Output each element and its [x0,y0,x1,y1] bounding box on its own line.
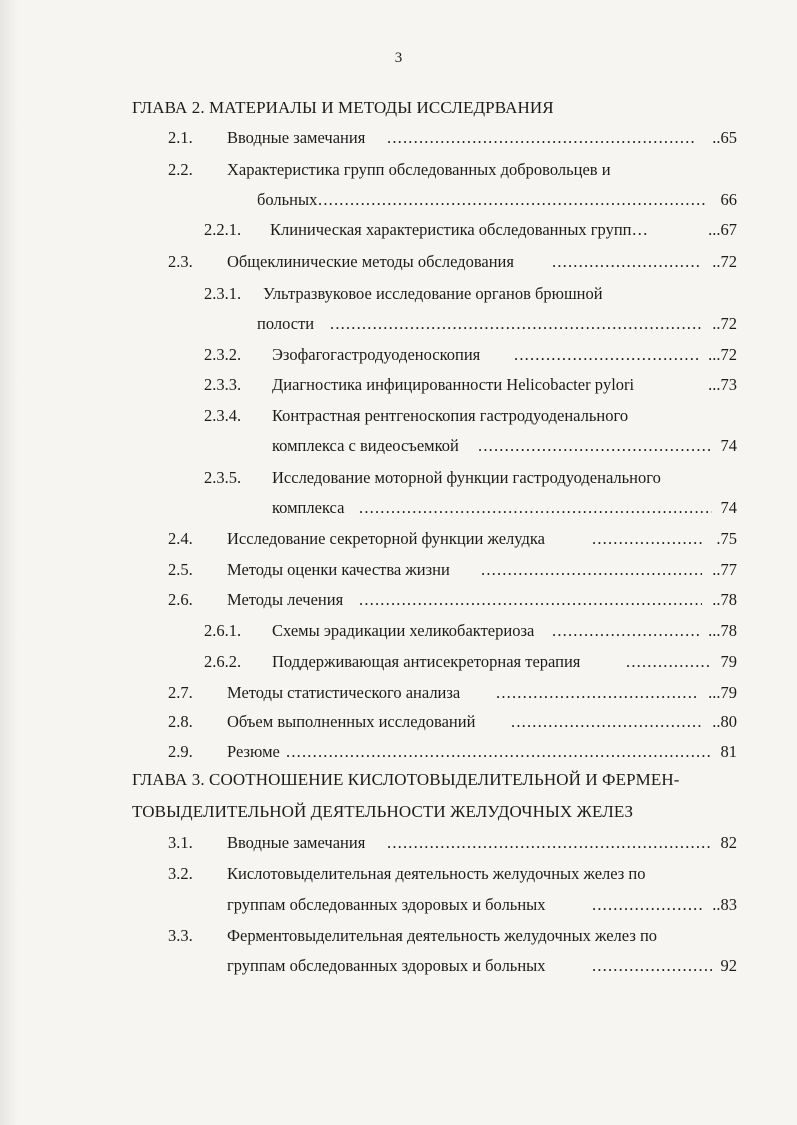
toc-entry-title: Поддерживающая антисекреторная терапия [272,652,581,671]
toc-entry-page: ...79 [708,683,737,702]
toc-entry-number: 2.7. [168,683,193,702]
toc-entry-page: ...78 [708,621,737,640]
toc-entry-page: ...67 [708,220,737,239]
toc-entry [0,525,797,553]
toc-entry-page: ..65 [712,128,737,147]
toc-entry [0,556,797,584]
toc-entry [0,860,797,888]
toc-entry-page: ..77 [712,560,737,579]
toc-entry-title: Методы оценки качества жизни [227,560,450,579]
toc-entry-number: 2.9. [168,742,193,761]
toc-entry-page: 82 [720,833,737,852]
toc-entry-page: 66 [720,190,737,209]
toc-entry [0,124,797,152]
toc-entry [0,280,797,308]
toc-entry-title-cont: комплекса [272,498,345,517]
toc-leader-dots [387,124,697,152]
toc-entry-page: 81 [720,742,737,761]
toc-entry-number: 2.3.3. [204,375,242,394]
toc-entry [0,156,797,184]
toc-entry-number: 2.8. [168,712,193,731]
toc-entry-title: Методы статистического анализа [227,683,461,702]
toc-leader-dots [514,341,699,369]
toc-entry-continuation [0,891,797,919]
chapter-2-title: ГЛАВА 2. МАТЕРИАЛЫ И МЕТОДЫ ИССЛЕДРВАНИЯ [132,98,554,117]
toc-entry [0,402,797,430]
toc-entry-number: 2.1. [168,128,193,147]
toc-entry [0,216,797,244]
toc-entry [0,248,797,276]
toc-entry-continuation [0,952,797,980]
toc-entry-title: Контрастная рентгеноскопия гастродуоденального [272,406,629,425]
toc-entry-title: Исследование секреторной функции желудка [227,529,545,548]
toc-entry-continuation [0,186,797,214]
toc-entry-number: 2.6. [168,590,193,609]
toc-entry-page: ...72 [708,345,737,364]
toc-leader-dots [359,494,712,522]
toc-entry-title: Эзофагогастродуоденоскопия [272,345,481,364]
toc-entry-title: Вводные замечания [227,128,366,147]
toc-entry [0,829,797,857]
toc-entry-title: Методы лечения [227,590,344,609]
toc-entry-number: 2.2. [168,160,193,179]
toc-entry-number: 3.1. [168,833,193,852]
toc-entry-continuation [0,310,797,338]
chapter-3-title-line-1: ГЛАВА 3. СООТНОШЕНИЕ КИСЛОТОВЫДЕЛИТЕЛЬНОЙ И ФЕРМЕН- [132,770,680,789]
toc-entry-page: 79 [720,652,737,671]
toc-leader-dots [330,310,702,338]
toc-entry [0,922,797,950]
toc-entry-title-cont: группам обследованных здоровых и больных [227,895,546,914]
toc-entry-title-cont: группам обследованных здоровых и больных [227,956,546,975]
toc-entry-page: 92 [720,956,737,975]
toc-entry-number: 2.6.2. [204,652,242,671]
toc-entry-number: 2.6.1. [204,621,242,640]
toc-entry-title-cont: больных [257,190,318,209]
toc-entry-title: Кислотовыделительная деятельность желудочных желез по [227,864,646,883]
toc-entry-number: 3.3. [168,926,193,945]
toc-entry-continuation [0,494,797,522]
toc-entry-page: ..72 [712,252,737,271]
toc-entry-continuation [0,432,797,460]
toc-entry-number: 2.3.4. [204,406,242,425]
toc-entry-number: 2.2.1. [204,220,242,239]
toc-entry [0,679,797,707]
toc-leader-dots [318,186,707,214]
toc-entry-number: 2.3.5. [204,468,242,487]
toc-entry-number: 2.4. [168,529,193,548]
toc-entry-title: Диагностика инфицированности Helicobacter pylori [272,375,635,394]
chapter-3-title-line-2: ТОВЫДЕЛИТЕЛЬНОЙ ДЕЯТЕЛЬНОСТИ ЖЕЛУДОЧНЫХ ЖЕЛЕЗ [132,802,634,821]
toc-leader-dots [592,525,704,553]
toc-leader-dots [511,708,702,736]
toc-entry-page: 74 [720,436,737,455]
toc-leader-dots [478,432,712,460]
toc-leader-dots [286,738,712,766]
toc-entry [0,341,797,369]
toc-entry-title: Вводные замечания [227,833,366,852]
toc-entry-title: Резюме [227,742,280,761]
toc-entry [0,708,797,736]
page-number: 3 [394,50,403,66]
toc-leader-dots [552,248,702,276]
toc-entry-title: Ультразвуковое исследование органов брюшной [263,284,603,303]
toc-leader-dots [592,891,705,919]
toc-entry-title: Клиническая характеристика обследованных групп… [270,220,648,239]
toc-leader-dots [481,556,702,584]
toc-leader-dots [592,952,712,980]
toc-entry-page: ..83 [712,895,737,914]
toc-entry-page: ..72 [712,314,737,333]
toc-entry-number: 2.3. [168,252,193,271]
toc-entry-title: Общеклинические методы обследования [227,252,514,271]
toc-entry-number: 2.3.2. [204,345,242,364]
toc-entry-page: 74 [720,498,737,517]
toc-entry-page: ..78 [712,590,737,609]
toc-entry-page: ..80 [712,712,737,731]
toc-entry [0,371,797,399]
toc-entry-title-cont: комплекса с видеосъемкой [272,436,459,455]
toc-entry-number: 2.5. [168,560,193,579]
toc-entry [0,617,797,645]
toc-entry [0,464,797,492]
toc-leader-dots [552,617,699,645]
toc-entry-number: 2.3.1. [204,284,242,303]
toc-entry-page: ...73 [708,375,737,394]
toc-entry-page: .75 [716,529,737,548]
toc-entry [0,738,797,766]
toc-entry-title: Объем выполненных исследований [227,712,476,731]
toc-entry-title: Ферментовыделительная деятельность желудочных желез по [227,926,658,945]
toc-entry-title-cont: полости [257,314,315,333]
toc-entry-title: Характеристика групп обследованных добровольцев и [227,160,611,179]
toc-entry-title: Исследование моторной функции гастродуоденального [272,468,661,487]
toc-entry [0,648,797,676]
toc-leader-dots [496,679,699,707]
toc-entry [0,586,797,614]
toc-entry-number: 3.2. [168,864,193,883]
toc-entry-title: Схемы эрадикации хеликобактериоза [272,621,535,640]
toc-leader-dots [626,648,712,676]
toc-leader-dots [387,829,712,857]
toc-leader-dots [359,586,702,614]
